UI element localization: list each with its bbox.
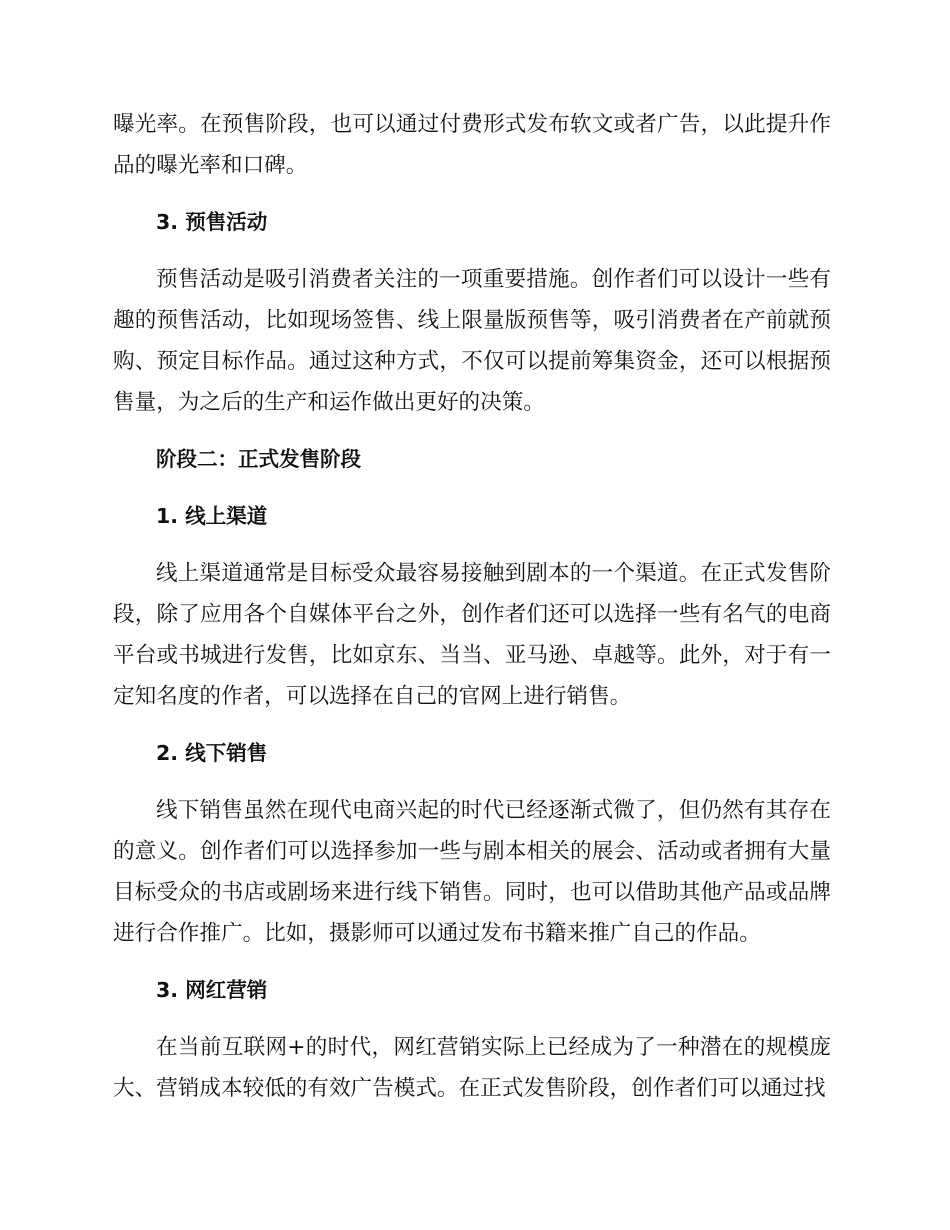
spacer [113,423,831,439]
spacer [113,243,831,259]
spacer [113,954,831,970]
spacer [113,1011,831,1027]
heading-stage-two: 阶段二：正式发售阶段 [156,447,361,471]
spacer [113,537,831,553]
paragraph-online-channels: 线上渠道通常是目标受众最容易接触到剧本的一个渠道。在正式发售阶段，除了应用各个自媒体平台之外，创作者们还可以选择一些有名气的电商平台或书城进行发售，比如京东、当当、亚马逊、卓越等。此外，对于有一定知名度的作者，可以选择在自己的官网上进行销售。 [113,561,831,709]
paragraph-influencer-marketing: 在当前互联网+的时代，网红营销实际上已经成为了一种潜在的规模庞大、营销成本较低的有效广告模式。在正式发售阶段，创作者们可以通过找 [113,1035,831,1101]
paragraph-presale-activity: 预售活动是吸引消费者关注的一项重要措施。创作者们可以设计一些有趣的预售活动，比如现场签售、线上限量版预售等，吸引消费者在产前就预购、预定目标作品。通过这种方式，不仅可以提前筹集资金，还可以根据预售量，为之后的生产和运作做出更好的决策。 [113,267,831,415]
paragraph-offline-sales: 线下销售虽然在现代电商兴起的时代已经逐渐式微了，但仍然有其存在的意义。创作者们可以选择参加一些与剧本相关的展会、活动或者拥有大量目标受众的书店或剧场来进行线下销售。同时，也可以借助其他产品或品牌进行合作推广。比如，摄影师可以通过发布书籍来推广自己的作品。 [113,798,831,946]
heading-offline-sales: 2. 线下销售 [156,741,268,765]
heading-influencer-marketing: 3. 网红营销 [156,978,268,1002]
heading-online-channels: 1. 线上渠道 [156,504,268,528]
spacer [113,480,831,496]
paragraph-exposure-continued: 曝光率。在预售阶段，也可以通过付费形式发布软文或者广告，以此提升作品的曝光率和口碑。 [113,112,831,178]
spacer [113,717,831,733]
spacer [113,186,831,202]
document-page [113,104,831,1109]
heading-presale-activity: 3. 预售活动 [156,210,268,234]
spacer [113,774,831,790]
